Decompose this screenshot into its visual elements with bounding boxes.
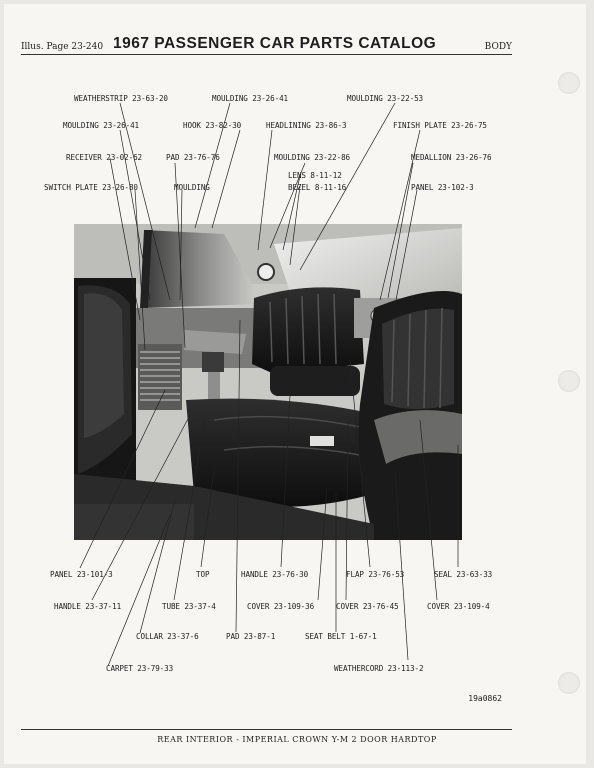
interior-photo: [74, 224, 462, 540]
figure-caption: REAR INTERIOR - IMPERIAL CROWN Y-M 2 DOOR HARDTOP: [157, 735, 437, 744]
binder-hole: [558, 72, 580, 94]
label-pad-87-1: PAD 23-87-1: [226, 632, 276, 641]
label-weathercord: WEATHERCORD 23-113-2: [334, 664, 424, 673]
label-pad-76-76: PAD 23-76-76: [166, 153, 220, 162]
label-switch-plate: SWITCH PLATE 23-26-80: [44, 183, 138, 192]
label-moulding-22-53: MOULDING 23-22-53: [347, 94, 424, 103]
label-cover-109-36: COVER 23-109-36: [247, 602, 315, 611]
label-panel-102-3: PANEL 23-102-3: [411, 183, 474, 192]
label-medallion: MEDALLION 23-26-76: [411, 153, 492, 162]
label-handle-76-30: HANDLE 23-76-30: [241, 570, 309, 579]
label-seat-belt: SEAT BELT 1-67-1: [305, 632, 377, 641]
label-bezel: BEZEL 8-11-16: [288, 183, 347, 192]
label-handle-37-11: HANDLE 23-37-11: [54, 602, 122, 611]
label-cover-109-4: COVER 23-109-4: [427, 602, 490, 611]
label-panel-101-3: PANEL 23-101-3: [50, 570, 113, 579]
label-lens: LENS 8-11-12: [288, 171, 342, 180]
label-finish-plate: FINISH PLATE 23-26-75: [393, 121, 487, 130]
header-rule: [21, 54, 512, 55]
label-tube: TUBE 23-37-4: [162, 602, 216, 611]
label-moulding-left: MOULDING 23-26-41: [63, 121, 140, 130]
binder-hole: [558, 370, 580, 392]
footer-rule: [21, 729, 512, 730]
label-moulding: MOULDING: [174, 183, 210, 192]
page-title: 1967 PASSENGER CAR PARTS CATALOG: [113, 35, 437, 52]
illus-page: Illus. Page 23-240: [21, 42, 104, 52]
label-weatherstrip: WEATHERSTRIP 23-63-20: [74, 94, 168, 103]
label-cover-76-45: COVER 23-76-45: [336, 602, 399, 611]
label-carpet: CARPET 23-79-33: [106, 664, 174, 673]
label-moulding-top: MOULDING 23-26-41: [212, 94, 289, 103]
label-collar: COLLAR 23-37-6: [136, 632, 199, 641]
section-label: BODY: [484, 42, 512, 52]
figure-number: 19a0862: [468, 694, 502, 703]
label-top: TOP: [196, 570, 210, 579]
label-receiver: RECEIVER 23-02-62: [66, 153, 143, 162]
label-moulding-22-86: MOULDING 23-22-86: [274, 153, 351, 162]
label-seal: SEAL 23-63-33: [434, 570, 493, 579]
label-hook: HOOK 23-82-30: [183, 121, 242, 130]
label-flap: FLAP 23-76-53: [346, 570, 405, 579]
binder-hole: [558, 672, 580, 694]
label-headlining: HEADLINING 23-86-3: [266, 121, 347, 130]
